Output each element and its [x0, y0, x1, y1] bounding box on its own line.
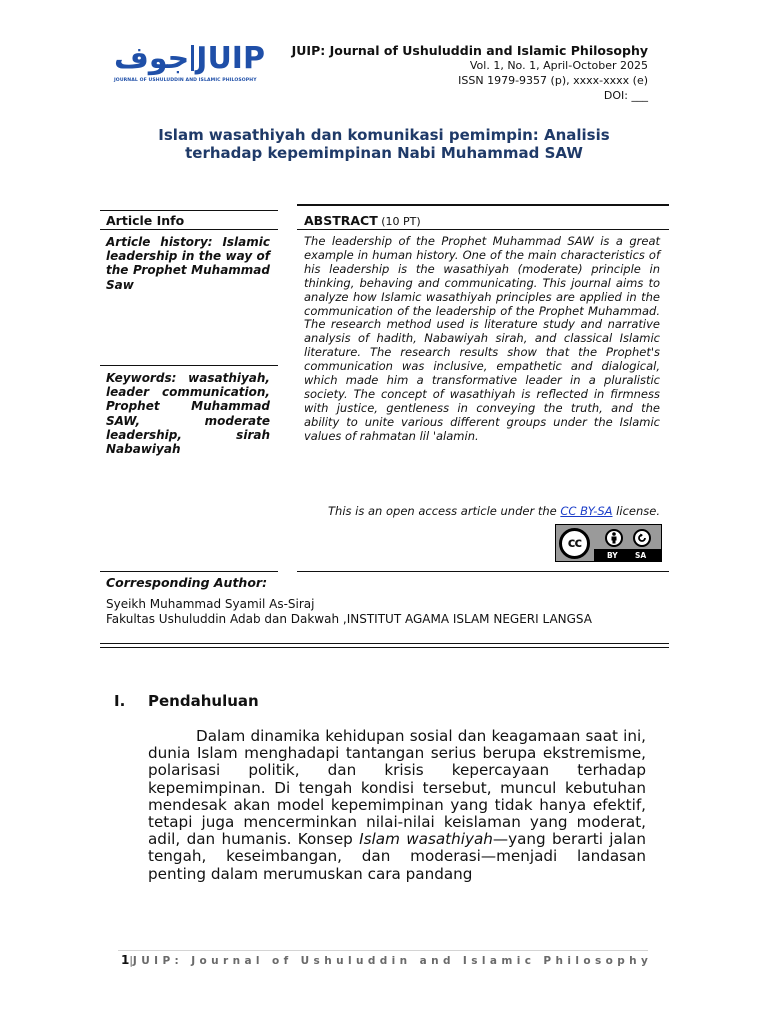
license-statement — [304, 504, 660, 518]
abstract-heading-label: ABSTRACT — [304, 213, 378, 228]
corresponding-author-affiliation: Fakultas Ushuluddin Adab dan Dakwah ,INSTITUT AGAMA ISLAM NEGERI LANGSA — [106, 612, 592, 626]
divider — [297, 204, 669, 206]
logo-latin-label: JUIP — [196, 41, 265, 76]
article-title — [100, 126, 668, 162]
logo-mark — [114, 40, 270, 74]
share-alike-icon — [636, 532, 648, 544]
license-link[interactable]: CC BY-SA — [560, 504, 613, 518]
section-number: I. — [114, 692, 126, 710]
cc-by-sa-badge[interactable] — [555, 524, 662, 562]
corresponding-author-heading: Corresponding Author: — [106, 575, 268, 590]
person-icon — [609, 532, 619, 544]
footer-separator: | — [129, 955, 133, 967]
keywords: Keywords: wasathiyah, leader communication, Prophet Muhammad SAW, moderate leadership, sirah Nabawiyah — [106, 371, 270, 457]
article-info-heading: Article Info — [106, 213, 185, 228]
divider — [100, 643, 669, 644]
journal-doi: DOI: ___ — [603, 89, 648, 102]
corresponding-author-name: Syeikh Muhammad Syamil As-Siraj — [106, 597, 315, 611]
divider — [100, 210, 278, 211]
page-number: 1 — [121, 953, 130, 967]
body-text-italic: Islam wasathiyah — [359, 830, 493, 849]
badge-by-label: BY — [607, 551, 618, 560]
divider — [100, 365, 278, 366]
divider — [297, 229, 669, 230]
logo-subtitle: JOURNAL OF USHULUDDIN AND ISLAMIC PHILOSOPHY — [114, 78, 257, 83]
logo-arabic-text: جوف — [114, 41, 190, 76]
cc-icon: cc — [559, 528, 590, 559]
body-paragraph — [148, 728, 646, 883]
badge-sa-label: SA — [635, 551, 647, 560]
article-title-line-1: Islam wasathiyah dan komunikasi pemimpin: Analisis — [158, 126, 610, 144]
journal-logo — [114, 40, 270, 86]
abstract-text: The leadership of the Prophet Muhammad SAW is a great example in human history. One of the main characteristics of his leadership is the wasathiyah (moderate) principle in thinking, behaving and communicating. This journal aims to analyze how Islamic wasathiyah principles are applied in the communication of the leadership of the Prophet Muhammad. The research method used is literature study and narrative analysis of hadith, Nabawiyah sirah, and classical Islamic literature. The research results show that the Prophet's communication was inclusive, empathetic and dialogical, which made him a transformative leader in a pluralistic society. The concept of wasathiyah is reflected in firmness with justice, gentleness in conveying the truth, and the ability to unite various different groups under the Islamic values of rahmatan lil 'alamin. — [304, 234, 660, 443]
page-footer — [121, 953, 652, 967]
body-text-part-2: —yang berarti jalan tengah, keseimbangan, dan moderasi—menjadi landasan penting dalam merumuskan cara pandang — [148, 830, 646, 883]
body-text-part-1: Dalam dinamika kehidupan sosial dan keagamaan saat ini, dunia Islam menghadapi tantangan serius berupa ekstremisme, polarisasi politik, dan krisis kepercayaan terhadap kepemimpinan. Di tengah kondisi tersebut, muncul kebutuhan mendesak akan model kepemimpinan yang tidak hanya efektif, tetapi juga mencerminkan nilai-nilai keislaman yang moderat, adil, dan humanis. Konsep — [148, 727, 646, 849]
section-title: Pendahuluan — [148, 692, 259, 710]
license-suffix: license. — [612, 504, 660, 518]
footer-journal-name: JUIP: Journal of Ushuluddin and Islamic Philosophy — [132, 955, 653, 967]
journal-issn: ISSN 1979-9357 (p), xxxx-xxxx (e) — [458, 74, 648, 87]
abstract-heading-note: (10 PT) — [377, 215, 421, 228]
divider — [100, 229, 278, 230]
abstract-heading — [304, 213, 421, 228]
badge-bar — [594, 549, 661, 561]
divider — [100, 571, 278, 572]
footer-divider — [118, 950, 648, 951]
journal-volume: Vol. 1, No. 1, April-October 2025 — [469, 59, 648, 72]
divider — [100, 647, 669, 648]
article-history: Article history: Islamic leadership in the way of the Prophet Muhammad Saw — [106, 235, 270, 292]
by-icon — [605, 529, 623, 547]
license-prefix: This is an open access article under the — [328, 504, 561, 518]
sa-icon — [633, 529, 651, 547]
logo-latin-text — [191, 41, 265, 76]
divider — [297, 571, 669, 572]
article-title-line-2: terhadap kepemimpinan Nabi Muhammad SAW — [185, 144, 583, 162]
journal-name: JUIP: Journal of Ushuluddin and Islamic Philosophy — [291, 43, 648, 58]
journal-meta — [292, 43, 648, 103]
